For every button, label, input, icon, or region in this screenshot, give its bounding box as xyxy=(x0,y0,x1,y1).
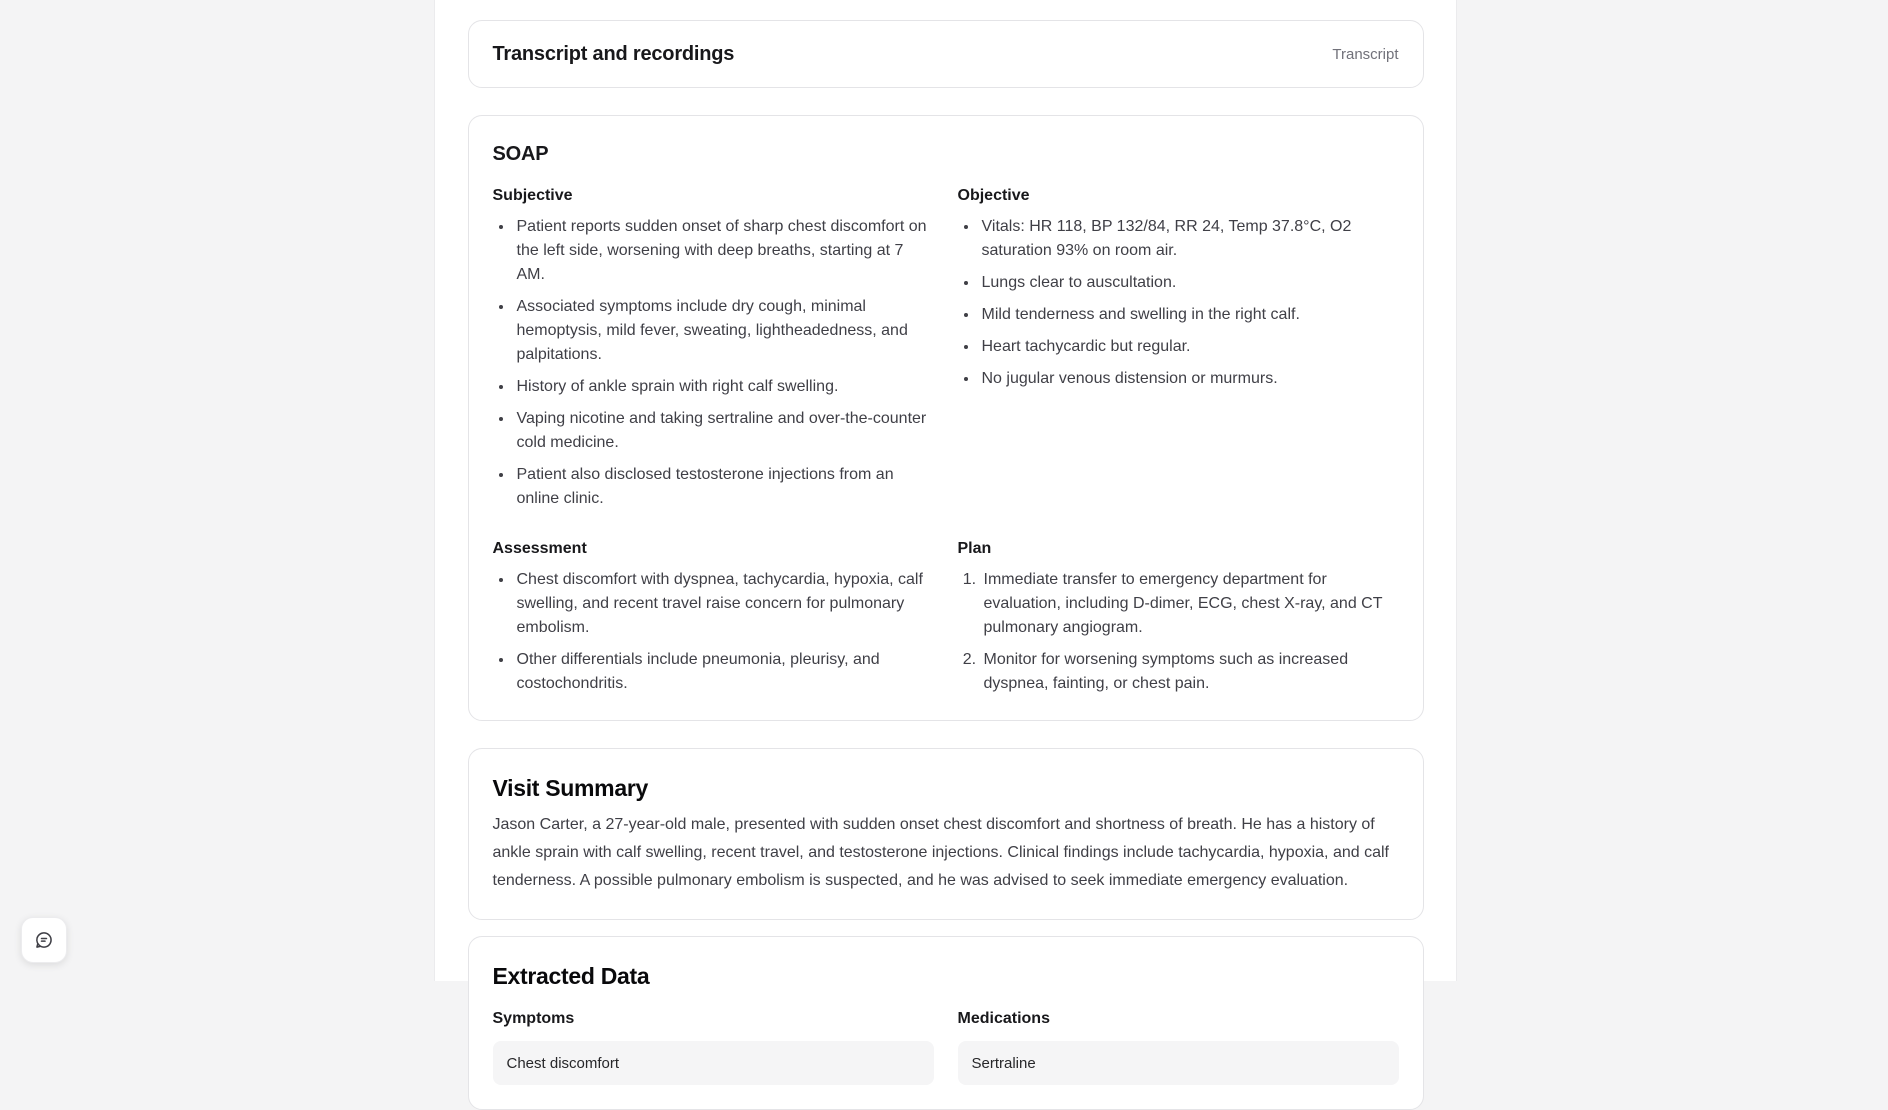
section-heading: Plan xyxy=(957,540,992,557)
medications-field[interactable]: Sertraline xyxy=(958,1041,1399,1085)
medications-label: Medications xyxy=(957,1010,1050,1027)
list-item: • Vitals: HR 118, BP 132/84, RR 24, Temp 37.8°C, O2 saturation 93% on room air. xyxy=(979,215,1399,263)
assessment-list xyxy=(493,568,934,696)
visit-summary-card xyxy=(468,748,1424,920)
section-heading: Objective xyxy=(957,187,1030,204)
right-gutter xyxy=(1457,0,1888,981)
section-heading: Subjective xyxy=(492,187,573,204)
symptoms-field[interactable]: Chest discomfort xyxy=(493,1041,934,1085)
list-item: • Mild tenderness and swelling in the right calf. xyxy=(979,303,1399,327)
extracted-data-grid xyxy=(493,1007,1399,1085)
chat-bubble-icon xyxy=(34,930,54,950)
soap-grid xyxy=(493,184,1399,696)
list-item: • Patient reports sudden onset of sharp chest discomfort on the left side, worsening with deep breaths, starting at 7 AM. xyxy=(514,215,934,287)
soap-section-subjective xyxy=(493,184,934,511)
soap-card xyxy=(468,115,1424,721)
extracted-data-title: Extracted Data xyxy=(492,963,650,989)
medications-column xyxy=(958,1007,1399,1085)
transcript-card xyxy=(468,20,1424,88)
page-content xyxy=(468,0,1424,1110)
transcript-tab[interactable]: Transcript xyxy=(1332,45,1399,63)
symptoms-label: Symptoms xyxy=(492,1010,575,1027)
soap-section-objective xyxy=(958,184,1399,511)
main-content-column xyxy=(434,0,1457,1072)
plan-list xyxy=(958,568,1399,696)
visit-summary-text: Jason Carter, a 27-year-old male, presented with sudden onset chest discomfort and shortness of breath. He has a history of ankle sprain with calf swelling, recent travel, and testosterone injections. Clinical findings include tachycardia, hypoxia, and calf tenderness. A possible pulmonary embolism is suspected, and he was advised to seek immediate emergency evaluation. xyxy=(492,816,1389,889)
soap-title: SOAP xyxy=(492,143,549,165)
list-item: • Lungs clear to auscultation. xyxy=(979,271,1399,295)
visit-summary-title: Visit Summary xyxy=(492,775,648,801)
list-item: • No jugular venous distension or murmurs. xyxy=(979,367,1399,391)
list-item: • Vaping nicotine and taking sertraline and over-the-counter cold medicine. xyxy=(514,407,934,455)
chat-launcher-button[interactable] xyxy=(21,917,67,963)
symptoms-column xyxy=(493,1007,934,1085)
list-item: 2. Monitor for worsening symptoms such as increased dyspnea, fainting, or chest pain. xyxy=(981,648,1399,696)
transcript-card-title: Transcript and recordings xyxy=(492,42,735,65)
left-gutter xyxy=(0,0,434,981)
section-heading: Assessment xyxy=(492,540,587,557)
extracted-data-card xyxy=(468,936,1424,1110)
list-item: • Other differentials include pneumonia, pleurisy, and costochondritis. xyxy=(514,648,934,696)
subjective-list xyxy=(493,215,934,511)
list-item: • Heart tachycardic but regular. xyxy=(979,335,1399,359)
list-item: • Patient also disclosed testosterone injections from an online clinic. xyxy=(514,463,934,511)
soap-section-plan xyxy=(958,537,1399,696)
list-item: • History of ankle sprain with right calf swelling. xyxy=(514,375,934,399)
list-item: 1. Immediate transfer to emergency department for evaluation, including D-dimer, ECG, chest X-ray, and CT pulmonary angiogram. xyxy=(981,568,1399,640)
soap-section-assessment xyxy=(493,537,934,696)
objective-list xyxy=(958,215,1399,391)
list-item: • Chest discomfort with dyspnea, tachycardia, hypoxia, calf swelling, and recent travel raise concern for pulmonary embolism. xyxy=(514,568,934,640)
list-item: • Associated symptoms include dry cough, minimal hemoptysis, mild fever, sweating, lightheadedness, and palpitations. xyxy=(514,295,934,367)
